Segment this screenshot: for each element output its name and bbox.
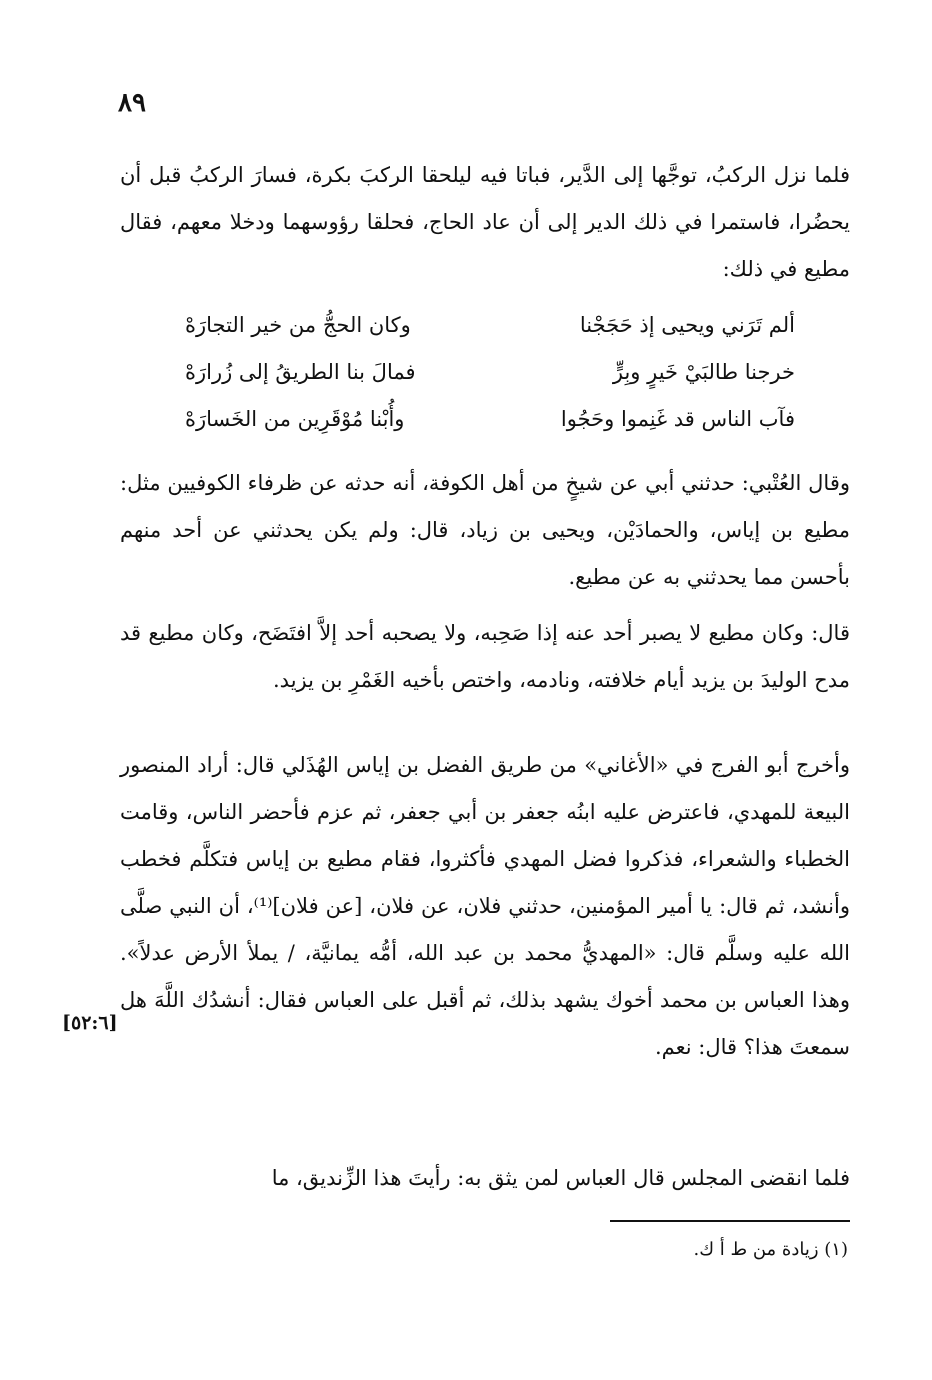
poem-verse-1 xyxy=(120,302,850,349)
verse-2-second-hemistich: فمالَ بنا الطريقُ إلى زُرارَهْ xyxy=(185,360,416,384)
paragraph-4: وأخرج أبو الفرج في «الأغاني» من طريق الفضل بن إياس الهُذَلي قال: أراد المنصور البيعة للمهدي، فاعترض عليه ابنُه جعفر بن أبي جعفر، ثم عزم فأحضر الناس، وقامت الخطباء والشعراء، فذكروا فضل المهدي فأكثروا، فقام مطيع بن إياس فتكلَّم فخطب وأنشد، ثم قال: يا أمير المؤمنين، حدثني فلان، عن فلان، [عن فلان]⁽¹⁾، أن النبي صلَّى الله عليه وسلَّم قال: «المهديُّ محمد بن عبد الله، أمُّه يمانيَّة، / يملأ الأرض عدلاً». وهذا العباس بن محمد أخوك يشهد بذلك، ثم أقبل على العباس فقال: أنشدُك اللَّهَ هل سمعتَ هذا؟ قال: نعم. xyxy=(120,753,850,1059)
paragraph-3: قال: وكان مطيع لا يصبر أحد عنه إذا صَحِبه، ولا يصحبه أحد إلاَّ افتَضَح، وكان مطيع قد مدح الوليدَ بن يزيد أيام خلافته، ونادمه، واختص بأخيه الغَمْرِ بن يزيد. xyxy=(120,621,850,692)
poem xyxy=(120,302,850,443)
poem-verse-2 xyxy=(120,349,850,396)
paragraph-2: وقال العُتْبي: حدثني أبي عن شيخٍ من أهل الكوفة، أنه حدثه عن ظرفاء الكوفيين مثل: مطيع بن إياس، والحمادَيْن، ويحيى بن زياد، قال: ولم يكن يحدثني عن أحد منهم بأحسن مما يحدثني به عن مطيع. xyxy=(120,471,850,589)
paragraph-1: فلما نزل الركبُ، توجَّها إلى الدَّير، فباتا فيه ليلحقا الركبَ بكرة، فسارَ الركبُ قبل أن يحضُرا، فاستمرا في ذلك الدير إلى أن عاد الحاج، فحلقا رؤوسهما ودخلا معهم، فقال مطيع في ذلك: xyxy=(120,163,850,281)
verse-1-second-hemistich: وكان الحجُّ من خير التجارَهْ xyxy=(185,313,411,337)
verse-3-first-hemistich: فآب الناس قد غَنِموا وحَجُوا xyxy=(560,407,795,431)
footnote: (١) زيادة من ط أ ك. xyxy=(693,1239,848,1260)
verse-2-first-hemistich: خرجنا طالبَيْ خَيرٍ وبِرٍّ xyxy=(612,360,795,384)
verse-1-first-hemistich: ألم تَرَني ويحيى إذ حَجَجْنا xyxy=(579,313,795,337)
poem-verse-3 xyxy=(120,396,850,443)
footnote-divider xyxy=(610,1220,850,1222)
paragraph-5: فلما انقضى المجلس قال العباس لمن يثق به: رأيتَ هذا الزِّنديق، ما xyxy=(271,1166,850,1190)
page-number: ٨٩ xyxy=(118,88,146,118)
verse-3-second-hemistich: وأُبْنا مُوْقَرِين من الخَسارَهْ xyxy=(185,407,405,431)
margin-reference: [٥٢:٦] xyxy=(62,1012,118,1034)
